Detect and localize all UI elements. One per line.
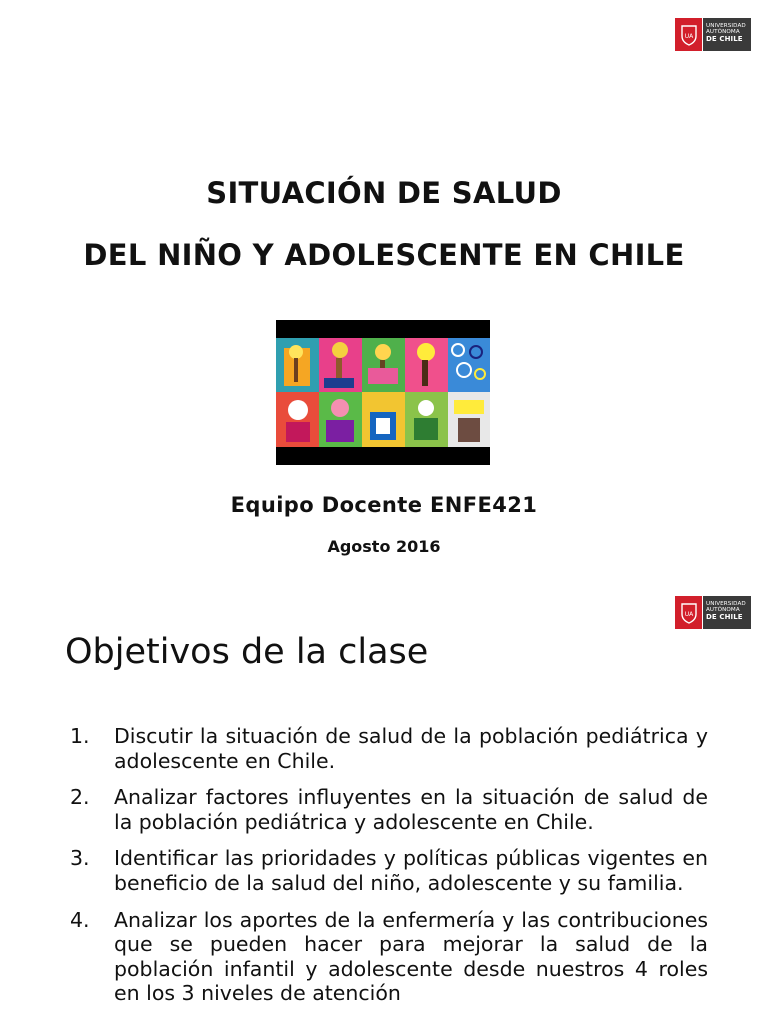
objectives-list xyxy=(68,724,708,1018)
university-logo xyxy=(675,18,751,51)
university-logo xyxy=(675,596,751,629)
presentation-date: Agosto 2016 xyxy=(327,537,441,556)
logo-text: UNIVERSIDAD AUTÓNOMA DE CHILE xyxy=(703,18,751,51)
children-painting-image xyxy=(276,320,490,465)
teaching-team: Equipo Docente ENFE421 xyxy=(230,493,538,517)
svg-text:UA: UA xyxy=(684,610,693,618)
shield-icon xyxy=(675,18,702,51)
logo-text: UNIVERSIDAD AUTÓNOMA DE CHILE xyxy=(703,596,751,629)
objectives-slide xyxy=(0,584,768,1024)
list-item: 1. Discutir la situación de salud de la población pediátrica y adolescente en Chile. xyxy=(70,724,708,773)
slide-title-line1: SITUACIÓN DE SALUD xyxy=(206,176,562,210)
svg-text:UA: UA xyxy=(684,32,693,40)
list-item: 3. Identificar las prioridades y políticas públicas vigentes en beneficio de la salud del niño, adolescente y su familia. xyxy=(70,846,708,895)
list-item: 4. Analizar los aportes de la enfermería y las contribuciones que se pueden hacer para mejorar la salud de la población infantil y adolescente desde nuestros 4 roles en los 3 niveles de atención xyxy=(70,907,708,1006)
objectives-title: Objetivos de la clase xyxy=(65,632,429,672)
list-item: 2. Analizar factores influyentes en la situación de salud de la población pediátrica y adolescente en Chile. xyxy=(70,785,708,834)
shield-icon xyxy=(675,596,702,629)
slide-title-line2: DEL NIÑO Y ADOLESCENTE EN CHILE xyxy=(83,238,685,272)
